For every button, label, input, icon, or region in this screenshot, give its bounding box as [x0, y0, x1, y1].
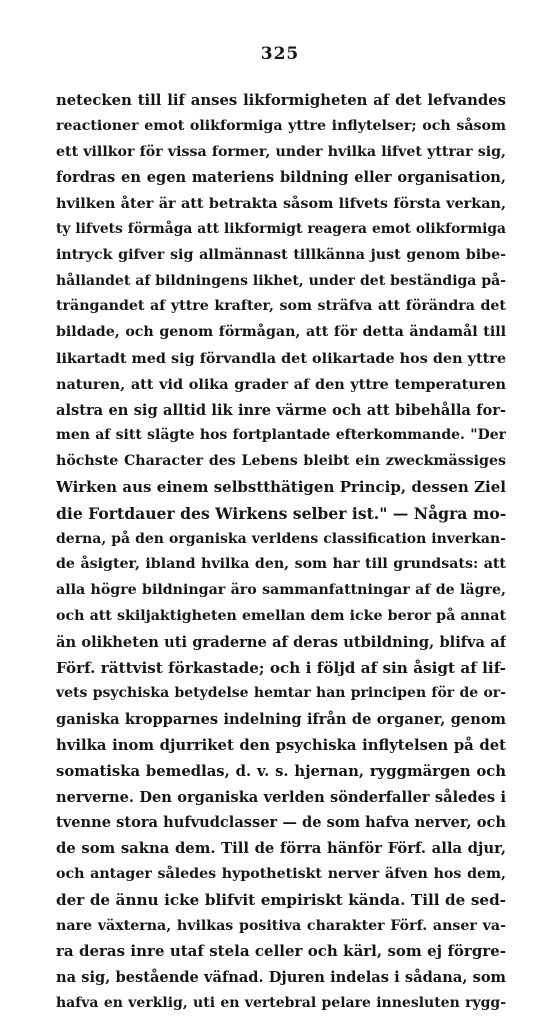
text-line: vets psychiska betydelse hemtar han principen för de or- — [56, 685, 506, 702]
text-line: likartadt med sig förvandla det olikartade hos den yttre — [56, 349, 506, 367]
text-line: alstra en sig alltid lik inre värme och att bibehålla for- — [56, 401, 506, 419]
text-line: na sig, bestående väfnad. Djuren indelas i sådana, som — [56, 969, 506, 987]
text-line: reactioner emot olikformiga yttre inflytelser; och såsom — [56, 117, 506, 134]
text-line: nerverne. Den organiska verlden sönderfaller således i — [56, 788, 506, 806]
text-line: nare växterna, hvilkas positiva charakter Förf. anser va- — [56, 917, 506, 934]
text-line: hvilken åter är att betrakta såsom lifvets första verkan, — [56, 195, 506, 213]
text-line: och antager således hypothetiskt nerver äfven hos dem, — [56, 865, 506, 882]
body-text — [56, 88, 506, 1017]
text-line: bildade, och genom förmågan, att för detta ändamål till — [56, 324, 506, 341]
text-line: die Fortdauer des Wirkens selber ist." — Några mo- — [56, 503, 506, 523]
page-number: 325 — [260, 44, 300, 64]
text-line: alla högre bildningar äro sammanfattningar af de lägre, — [56, 582, 506, 599]
text-line: ty lifvets förmåga att likformigt reagera emot olikformiga — [56, 220, 506, 237]
text-line: hvilka inom djurriket den psychiska inflytelsen på det — [56, 736, 506, 754]
text-line: tvenne stora hufvudclasser — de som hafva nerver, och — [56, 814, 506, 832]
text-line: ett villkor för vissa former, under hvilka lifvet yttrar sig, — [56, 143, 506, 160]
text-line: ganiska kropparnes indelning ifrån de organer, genom — [56, 711, 506, 729]
text-line: än olikheten uti graderne af deras utbildning, blifva af — [56, 633, 506, 651]
text-line: fordras en egen materiens bildning eller organisation, — [56, 169, 506, 187]
text-line: naturen, att vid olika grader af den yttre temperaturen — [56, 375, 506, 393]
text-line: hafva en verklig, uti en vertebral pelare innesluten rygg- — [56, 994, 506, 1011]
text-line: Förf. rättvist förkastade; och i följd af sin åsigt af lif- — [56, 658, 506, 677]
text-line: de som sakna dem. Till de förra hänför Förf. alla djur, — [56, 840, 506, 858]
text-line: intryck gifver sig allmännast tillkänna just genom bibe- — [56, 246, 506, 263]
text-line: somatiska bemedlas, d. v. s. hjernan, ryggmärgen och — [56, 762, 506, 780]
text-line: höchste Character des Lebens bleibt ein zweckmässiges — [56, 453, 506, 470]
text-line: och att skiljaktigheten emellan dem icke beror på annat — [56, 607, 506, 624]
text-line: hållandet af bildningens likhet, under det beständiga på- — [56, 272, 506, 289]
text-line: men af sitt slägte hos fortplantade efterkommande. "Der — [56, 427, 506, 444]
text-line: der de ännu icke blifvit empiriskt kända. Till de sed- — [56, 890, 506, 909]
text-line: de åsigter, ibland hvilka den, som har till grundsats: att — [56, 556, 506, 573]
text-line: ra deras inre utaf stela celler och kärl, som ej förgre- — [56, 942, 506, 961]
text-line: netecken till lif anses likformigheten af det lefvandes — [56, 92, 506, 109]
text-line: trängandet af yttre krafter, som sträfva att förändra det — [56, 298, 506, 315]
text-line: Wirken aus einem selbstthätigen Princip, dessen Ziel — [56, 477, 506, 496]
text-line: derna, på den organiska verldens classification inverkan- — [56, 530, 506, 547]
